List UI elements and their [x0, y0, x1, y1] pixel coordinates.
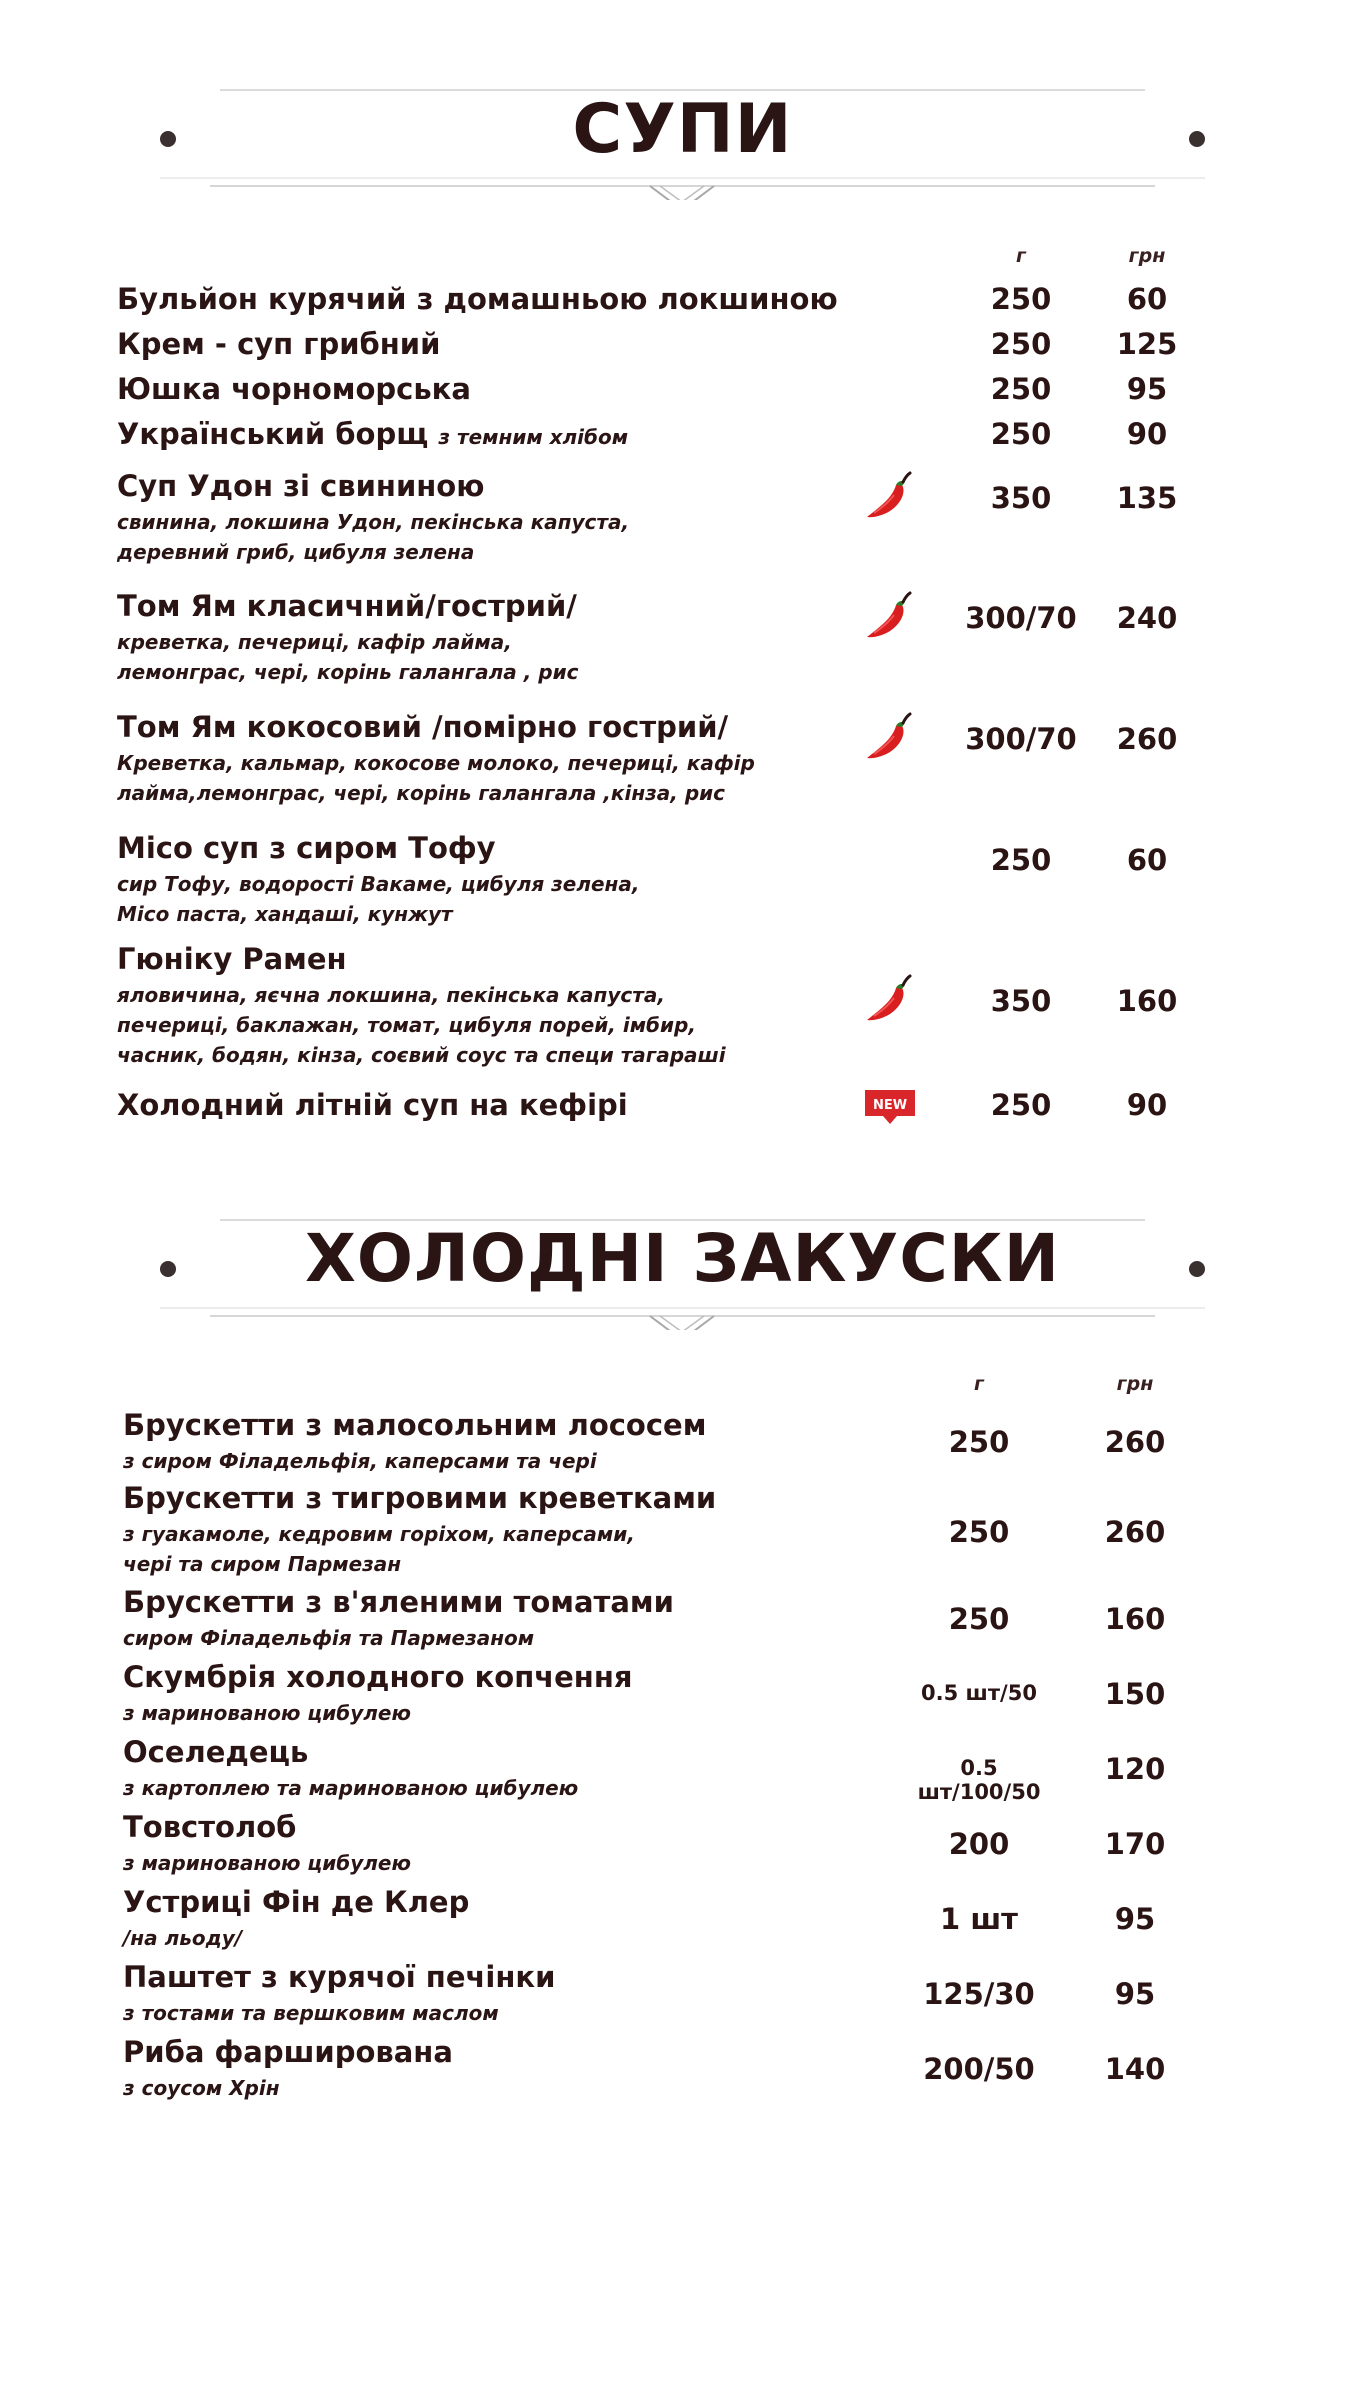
menu-item-weight: 250: [990, 327, 1052, 361]
menu-item-description: з гуакамоле, кедровим горіхом, каперсами,: [123, 1522, 635, 1546]
menu-item-name: [117, 282, 838, 316]
menu-item-title: Товстолоб: [123, 1810, 297, 1844]
cold-starters-banner: [150, 1190, 1215, 1330]
menu-item-title: Брускетти з малосольним лососем: [123, 1408, 707, 1442]
menu-item-title: Том Ям кокосовий /помірно гострий/: [117, 710, 729, 744]
menu-item-title: Риба фарширована: [123, 2035, 453, 2069]
menu-item-description: лайма,лемонграс, чері, корінь галангала ,кінза, рис: [117, 781, 726, 805]
menu-item-title: Брускетти з тигровими креветками: [123, 1481, 717, 1515]
menu-item-name: [117, 1088, 628, 1122]
menu-item-price: 95: [1114, 1902, 1156, 1936]
menu-item-price: 150: [1104, 1677, 1166, 1711]
menu-item-price: 160: [1116, 984, 1178, 1018]
chili-pepper-icon: [862, 591, 914, 647]
menu-item-description: сир Тофу, водорості Вакаме, цибуля зелена,: [117, 872, 640, 896]
menu-item-title: Оселедець: [123, 1735, 309, 1769]
menu-item-weight: 350: [990, 481, 1052, 515]
menu-item-description: чері та сиром Пармезан: [123, 1552, 402, 1576]
menu-item-inline-note: з темним хлібом: [438, 425, 629, 449]
menu-item-description: з соусом Хрін: [123, 2076, 280, 2100]
menu-item-title: Юшка чорноморська: [117, 372, 471, 406]
menu-item-price: 160: [1104, 1602, 1166, 1636]
new-badge-icon: [861, 1086, 919, 1132]
menu-item-name: [117, 372, 471, 406]
menu-item-weight: 250: [948, 1602, 1010, 1636]
menu-item-description: креветка, печериці, кафір лайма,: [117, 630, 512, 654]
menu-item-weight: 200: [948, 1827, 1010, 1861]
menu-item-price: 95: [1126, 372, 1168, 406]
menu-item-title: Брускетти з в'яленими томатами: [123, 1585, 674, 1619]
menu-item-description: з тостами та вершковим маслом: [123, 2001, 499, 2025]
menu-item-description: з маринованою цибулею: [123, 1851, 411, 1875]
menu-item-price: 260: [1116, 722, 1178, 756]
menu-item-price: 240: [1116, 601, 1178, 635]
menu-item-name: [117, 327, 440, 361]
cold-weight-header: г: [974, 1373, 984, 1395]
menu-item-weight: 0.5 шт/50: [921, 1681, 1037, 1705]
menu-item-weight: 250: [948, 1515, 1010, 1549]
soups-weight-header: г: [1016, 245, 1026, 267]
menu-item-price: 125: [1116, 327, 1178, 361]
menu-item-description: яловичина, яєчна локшина, пекінська капуста,: [117, 983, 665, 1007]
chili-pepper-icon: [862, 471, 914, 527]
menu-item-name: [117, 942, 347, 976]
menu-item-weight: 250: [990, 417, 1052, 451]
menu-item-title: Гюніку Рамен: [117, 942, 347, 976]
menu-item-description: свинина, локшина Удон, пекінська капуста,: [117, 510, 630, 534]
menu-item-weight: 250: [990, 282, 1052, 316]
menu-item-title: Устриці Фін де Клер: [123, 1885, 470, 1919]
menu-item-weight: 125/30: [923, 1977, 1035, 2011]
menu-item-price: 90: [1126, 417, 1168, 451]
section-title-cold-starters: ХОЛОДНІ ЗАКУСКИ: [305, 1220, 1060, 1297]
chili-pepper-icon: [862, 712, 914, 768]
menu-item-weight: 350: [990, 984, 1052, 1018]
menu-item-description: деревний гриб, цибуля зелена: [117, 540, 475, 564]
menu-item-name: [117, 589, 577, 623]
chili-pepper-icon: [862, 974, 914, 1030]
menu-item-description: /на льоду/: [123, 1926, 243, 1950]
menu-item-price: 90: [1126, 1088, 1168, 1122]
menu-item-weight: 1 шт: [940, 1902, 1018, 1936]
menu-item-weight: 200/50: [923, 2052, 1035, 2086]
menu-item-price: 170: [1104, 1827, 1166, 1861]
menu-item-price: 120: [1104, 1752, 1166, 1786]
soups-banner: [150, 60, 1215, 200]
menu-item-title: Місо суп з сиром Тофу: [117, 831, 496, 865]
menu-item-price: 95: [1114, 1977, 1156, 2011]
menu-item-weight: 300/70: [965, 601, 1077, 635]
menu-item-description: з сиром Філадельфія, каперсами та чері: [123, 1449, 597, 1473]
menu-item-price: 60: [1126, 282, 1168, 316]
menu-item-price: 60: [1126, 843, 1168, 877]
menu-item-title: Холодний літній суп на кефірі: [117, 1088, 628, 1122]
menu-item-description: з маринованою цибулею: [123, 1701, 411, 1725]
soups-price-header: грн: [1128, 245, 1166, 267]
menu-item-name: [117, 469, 484, 503]
menu-item-title: Бульйон курячий з домашньою локшиною: [117, 282, 838, 316]
menu-item-price: 135: [1116, 481, 1178, 515]
section-title-soups: СУПИ: [572, 90, 793, 169]
menu-item-price: 140: [1104, 2052, 1166, 2086]
menu-item-title: Крем - суп грибний: [117, 327, 441, 361]
menu-item-description: часник, бодян, кінза, соєвий соус та специ тагараші: [117, 1043, 726, 1067]
menu-item-description: лемонграс, чері, корінь галангала , рис: [117, 660, 579, 684]
cold-price-header: грн: [1116, 1373, 1154, 1395]
menu-item-name: [117, 831, 496, 865]
menu-item-title: Том Ям класичний/гострий/: [117, 589, 577, 623]
menu-item-weight: 250: [990, 843, 1052, 877]
menu-item-weight: 250: [990, 372, 1052, 406]
menu-item-name: [117, 710, 728, 744]
menu-item-weight: 300/70: [965, 722, 1077, 756]
menu-item-title: Паштет з курячої печінки: [123, 1960, 556, 1994]
menu-item-description: Місо паста, хандаші, кунжут: [117, 902, 453, 926]
menu-item-description: сиром Філадельфія та Пармезаном: [123, 1626, 535, 1650]
menu-item-description: з картоплею та маринованою цибулею: [123, 1776, 579, 1800]
menu-item-name: [117, 417, 628, 451]
menu-item-title: Суп Удон зі свининою: [117, 469, 485, 503]
svg-text:NEW: NEW: [872, 1098, 908, 1113]
menu-item-title: Скумбрія холодного копчення: [123, 1660, 633, 1694]
menu-item-price: 260: [1104, 1425, 1166, 1459]
menu-item-description: Креветка, кальмар, кокосове молоко, печериці, кафір: [117, 751, 755, 775]
menu-item-price: 260: [1104, 1515, 1166, 1549]
menu-item-weight: 250: [948, 1425, 1010, 1459]
menu-item-weight: 0.5 шт/100/50: [917, 1756, 1041, 1804]
menu-item-weight: 250: [990, 1088, 1052, 1122]
menu-item-title: Український борщ: [117, 417, 429, 451]
menu-item-description: печериці, баклажан, томат, цибуля порей, імбир,: [117, 1013, 696, 1037]
